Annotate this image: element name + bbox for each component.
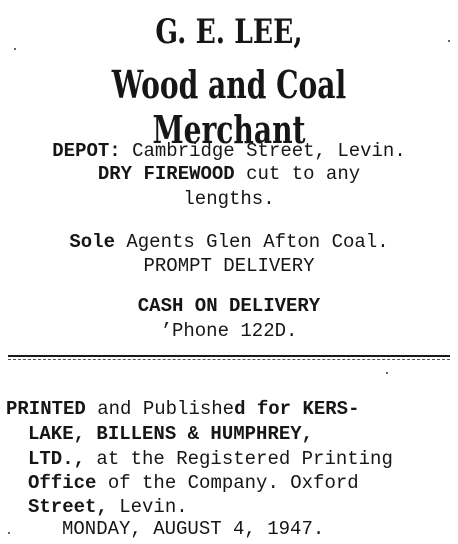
cash-on-delivery: [0, 296, 458, 317]
agents-label: Sole: [69, 231, 115, 253]
separator-rule: [8, 355, 450, 357]
imprint-published: and Publishe: [85, 398, 235, 420]
imprint-printed: PRINTED: [6, 398, 86, 420]
publication-date: MONDAY, AUGUST 4, 1947.: [62, 518, 325, 540]
separator-rule-dashed: [8, 359, 450, 360]
imprint-firm: LAKE, BILLENS & HUMPHREY,: [28, 423, 314, 445]
imprint-company: of the Company. Oxford: [96, 472, 359, 494]
agents-text: Agents Glen Afton Coal.: [114, 231, 389, 253]
depot-address: Cambridge Street, Levin.: [120, 140, 406, 162]
imprint-registered: at the Registered Printing: [85, 448, 393, 470]
phone-number: ’Phone 122D.: [160, 320, 298, 342]
print-speck: [14, 48, 16, 50]
imprint-ltd: LTD.,: [28, 448, 86, 470]
firewood-text: cut to any: [234, 163, 361, 185]
agents-line: [0, 232, 458, 253]
firewood-line-2: lengths.: [183, 188, 275, 210]
firewood-line: [0, 164, 458, 185]
imprint-office: Office: [28, 472, 97, 494]
print-speck: [448, 40, 450, 42]
imprint-line-2: [28, 424, 458, 445]
cash-label: CASH ON DELIVERY: [137, 295, 321, 317]
depot-label: DEPOT:: [52, 140, 121, 162]
prompt-delivery: PROMPT DELIVERY: [143, 255, 315, 277]
merchant-name: G. E. LEE,: [155, 12, 303, 52]
imprint-street: Street,: [28, 496, 108, 518]
imprint-line-5: [28, 497, 458, 518]
imprint-line-3: [28, 449, 458, 470]
imprint-levin: Levin.: [107, 496, 188, 518]
imprint-line-4: [28, 473, 458, 494]
imprint-line-1: [6, 399, 454, 420]
imprint-kers: d for KERS-: [234, 398, 360, 420]
depot-line: [0, 141, 458, 162]
print-speck: [386, 372, 388, 374]
merchant-trade: Wood and Coal Merchant: [111, 62, 347, 152]
firewood-label: DRY FIREWOOD: [97, 163, 235, 185]
print-speck: [8, 532, 10, 534]
